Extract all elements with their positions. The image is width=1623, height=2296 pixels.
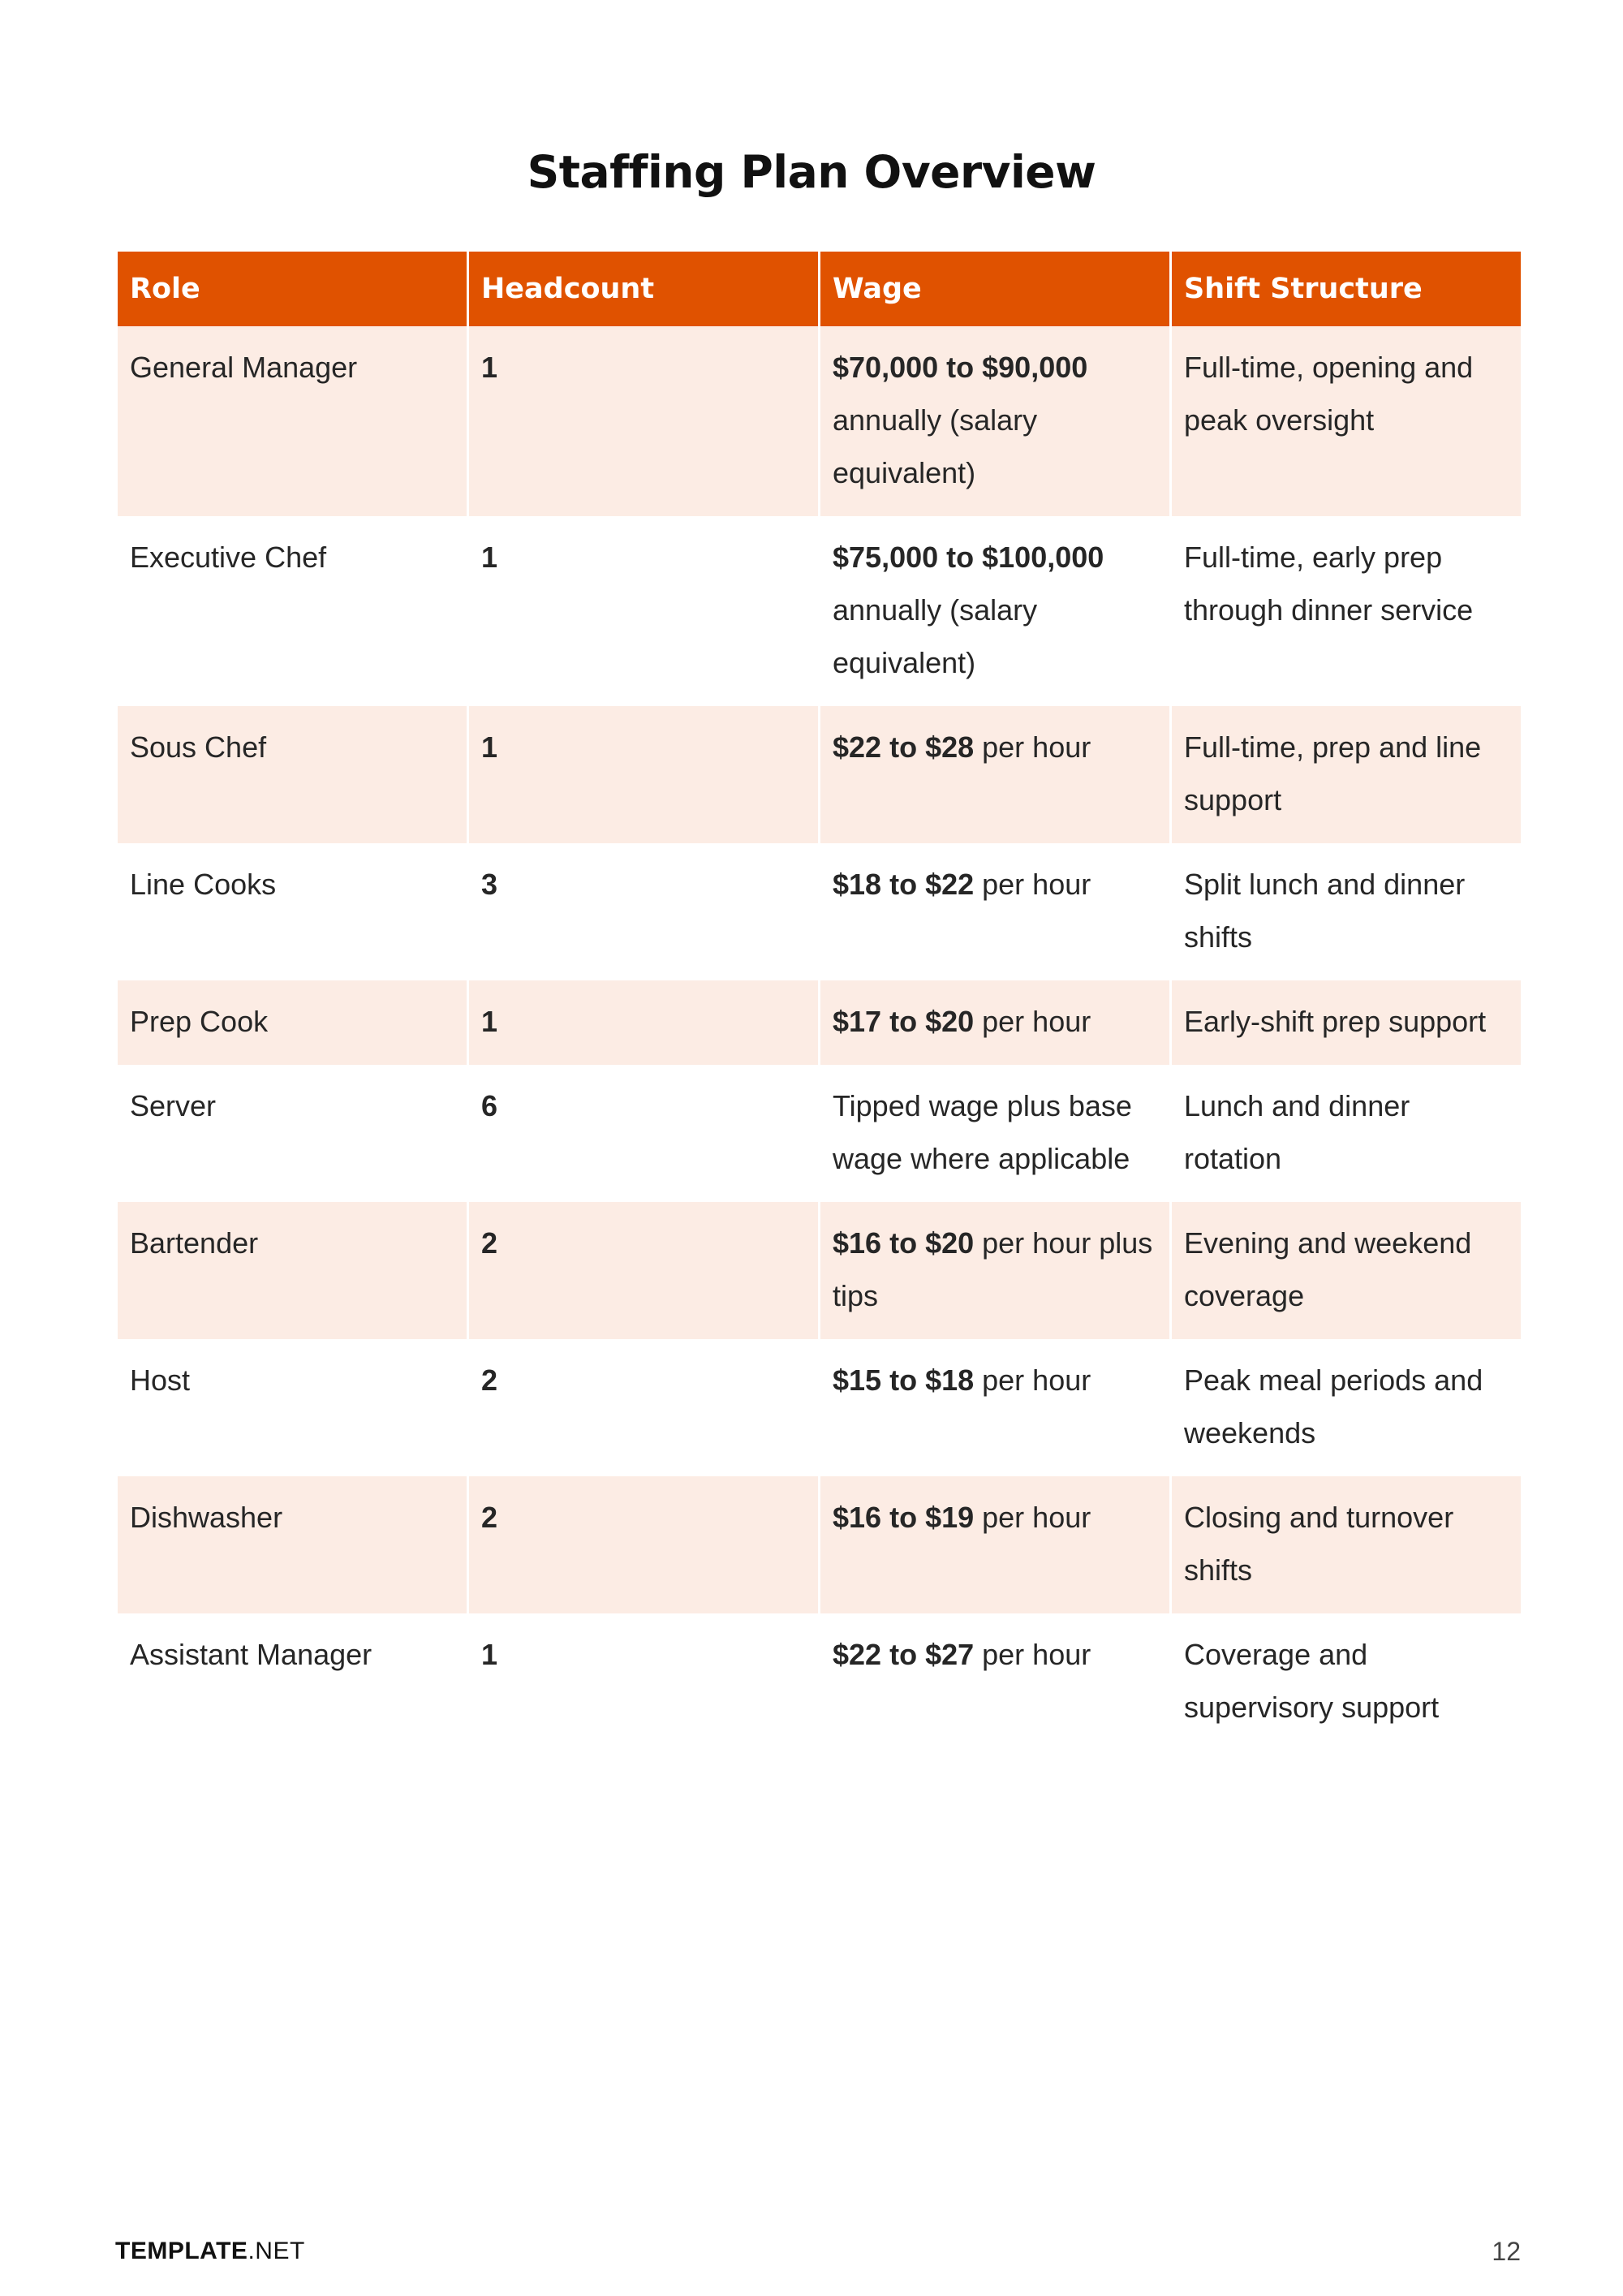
wage-low: $17 [833, 1005, 882, 1038]
wage-low: $16 [833, 1501, 882, 1534]
wage-cell [820, 1339, 1169, 1476]
wage-to: to [881, 868, 926, 901]
header-headcount: Headcount [469, 252, 818, 326]
shift-cell: Full-time, prep and line support [1172, 706, 1521, 843]
role-cell: Assistant Manager [118, 1613, 467, 1751]
header-wage: Wage [820, 252, 1169, 326]
table-row [118, 1339, 1521, 1476]
table-row [118, 843, 1521, 980]
template-net-logo [115, 2238, 305, 2265]
role-cell: Host [118, 1339, 467, 1476]
wage-cell [820, 326, 1169, 516]
role-cell: Prep Cook [118, 980, 467, 1065]
wage-to: to [881, 1501, 926, 1534]
shift-cell: Full-time, early prep through dinner service [1172, 516, 1521, 706]
shift-cell: Closing and turnover shifts [1172, 1476, 1521, 1613]
headcount-cell: 1 [469, 706, 818, 843]
wage-detail: per hour plus tips [833, 1226, 1153, 1312]
wage-detail: Tipped wage plus base wage where applicable [833, 1089, 1132, 1175]
logo-rest-text: .NET [248, 2238, 305, 2264]
wage-cell [820, 1202, 1169, 1339]
wage-high: $19 [925, 1501, 975, 1534]
wage-high: $20 [925, 1005, 975, 1038]
headcount-cell: 1 [469, 516, 818, 706]
staffing-table [115, 252, 1523, 1751]
role-cell: Bartender [118, 1202, 467, 1339]
table-row [118, 1202, 1521, 1339]
headcount-cell: 1 [469, 326, 818, 516]
wage-high: $22 [925, 868, 975, 901]
wage-detail: per hour [974, 1638, 1091, 1671]
headcount-cell: 2 [469, 1202, 818, 1339]
wage-high: $28 [925, 730, 975, 764]
wage-to: to [881, 1005, 926, 1038]
wage-to: to [881, 1363, 926, 1397]
headcount-cell: 1 [469, 980, 818, 1065]
table-body [118, 326, 1521, 1751]
wage-detail: per hour [974, 1363, 1091, 1397]
table-row [118, 1065, 1521, 1202]
shift-cell: Split lunch and dinner shifts [1172, 843, 1521, 980]
wage-low: $75,000 [833, 541, 939, 574]
wage-to: to [938, 541, 983, 574]
shift-cell: Full-time, opening and peak oversight [1172, 326, 1521, 516]
headcount-cell: 1 [469, 1613, 818, 1751]
wage-high: $27 [925, 1638, 975, 1671]
wage-to: to [881, 1638, 926, 1671]
headcount-cell: 2 [469, 1476, 818, 1613]
table-row [118, 516, 1521, 706]
wage-cell [820, 843, 1169, 980]
wage-to: to [881, 730, 926, 764]
headcount-cell: 3 [469, 843, 818, 980]
table-header-row [118, 252, 1521, 326]
wage-cell [820, 516, 1169, 706]
table-row [118, 980, 1521, 1065]
role-cell: Server [118, 1065, 467, 1202]
headcount-cell: 6 [469, 1065, 818, 1202]
wage-low: $22 [833, 1638, 882, 1671]
wage-detail: per hour [974, 1501, 1091, 1534]
role-cell: General Manager [118, 326, 467, 516]
wage-detail: per hour [974, 730, 1091, 764]
header-shift-structure: Shift Structure [1172, 252, 1521, 326]
wage-low: $16 [833, 1226, 882, 1260]
wage-detail: annually (salary equivalent) [833, 403, 1038, 489]
shift-cell: Coverage and supervisory support [1172, 1613, 1521, 1751]
wage-low: $15 [833, 1363, 882, 1397]
page-title: Staffing Plan Overview [527, 146, 1096, 198]
wage-high: $90,000 [982, 351, 1088, 384]
table-row [118, 1476, 1521, 1613]
shift-cell: Peak meal periods and weekends [1172, 1339, 1521, 1476]
wage-detail: per hour [974, 868, 1091, 901]
wage-cell [820, 706, 1169, 843]
table-row [118, 326, 1521, 516]
wage-to: to [881, 1226, 926, 1260]
wage-cell [820, 1476, 1169, 1613]
header-role: Role [118, 252, 467, 326]
page-number: 12 [1492, 2237, 1521, 2266]
shift-cell: Early-shift prep support [1172, 980, 1521, 1065]
shift-cell: Evening and weekend coverage [1172, 1202, 1521, 1339]
wage-high: $100,000 [982, 541, 1104, 574]
headcount-cell: 2 [469, 1339, 818, 1476]
wage-detail: annually (salary equivalent) [833, 593, 1038, 679]
wage-to: to [938, 351, 983, 384]
wage-low: $70,000 [833, 351, 939, 384]
logo-bold-text: TEMPLATE [115, 2238, 248, 2264]
wage-cell [820, 980, 1169, 1065]
wage-detail: per hour [974, 1005, 1091, 1038]
role-cell: Executive Chef [118, 516, 467, 706]
table-row [118, 1613, 1521, 1751]
wage-high: $20 [925, 1226, 975, 1260]
shift-cell: Lunch and dinner rotation [1172, 1065, 1521, 1202]
role-cell: Sous Chef [118, 706, 467, 843]
wage-low: $22 [833, 730, 882, 764]
wage-low: $18 [833, 868, 882, 901]
wage-high: $18 [925, 1363, 975, 1397]
role-cell: Dishwasher [118, 1476, 467, 1613]
wage-cell [820, 1613, 1169, 1751]
role-cell: Line Cooks [118, 843, 467, 980]
table-row [118, 706, 1521, 843]
wage-cell [820, 1065, 1169, 1202]
